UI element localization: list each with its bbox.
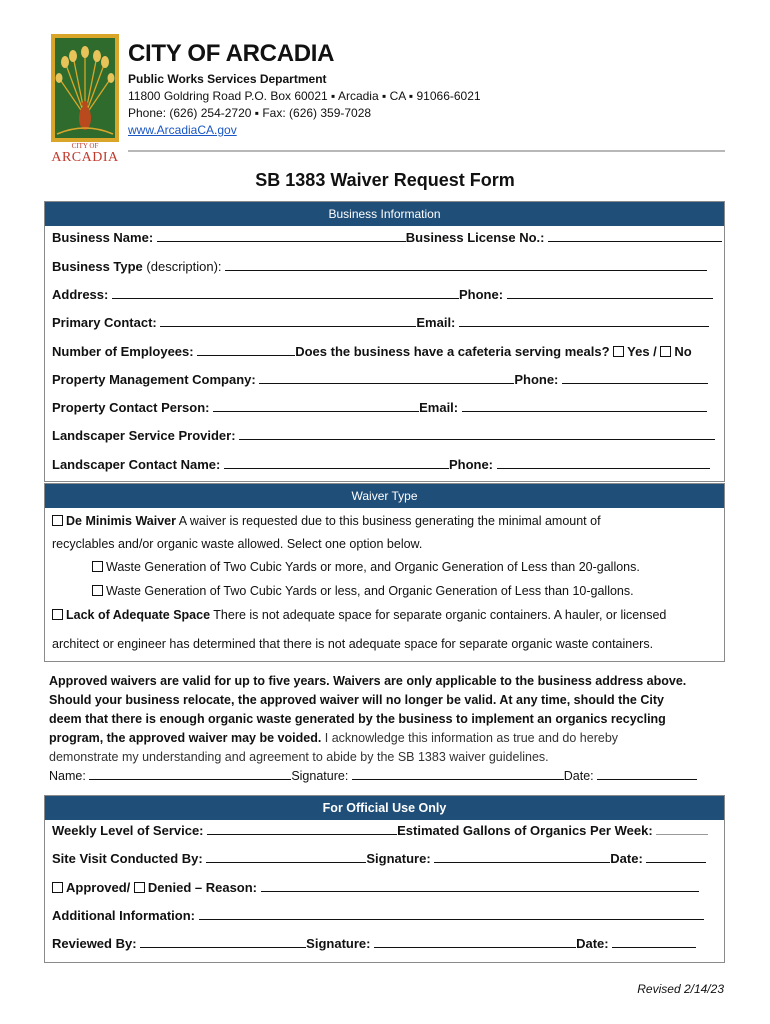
notice-line-1: Approved waivers are valid for up to five years. Waivers are only applicable to the business address above.: [49, 674, 687, 688]
date-label: Date:: [563, 769, 594, 783]
option-1-text: Waste Generation of Two Cubic Yards or more, and Organic Generation of Less than 20-gallons.: [106, 560, 640, 574]
logo-text-top: CITY OF: [71, 142, 99, 150]
property-email-field[interactable]: [462, 400, 707, 412]
de-minimis-checkbox[interactable]: [52, 515, 63, 526]
address-field[interactable]: [112, 287, 459, 299]
email-field[interactable]: [459, 315, 709, 327]
address-label: Address:: [52, 287, 109, 302]
reviewed-row: [52, 936, 696, 951]
signature-label: Signature:: [291, 769, 349, 783]
denied-checkbox[interactable]: [134, 882, 145, 893]
signature-row: [49, 767, 729, 786]
reviewed-label: Reviewed By:: [52, 936, 137, 951]
option-2-checkbox[interactable]: [92, 585, 103, 596]
no-label: No: [674, 344, 692, 359]
business-type-label: Business Type: [52, 259, 143, 274]
gallons-label: Estimated Gallons of Organics Per Week:: [397, 823, 653, 838]
de-minimis-row: [52, 514, 601, 528]
gallons-field[interactable]: [656, 823, 708, 835]
phone-fax: Phone: (626) 254-2720 ▪ Fax: (626) 359-7028: [128, 106, 372, 120]
lack-space-row: [52, 608, 666, 622]
name-field[interactable]: [89, 768, 291, 780]
website-link[interactable]: www.ArcadiaCA.gov: [128, 123, 237, 137]
license-field[interactable]: [548, 230, 722, 242]
landscaper-contact-row: [52, 457, 710, 472]
employees-field[interactable]: [197, 344, 295, 356]
employees-row: [52, 344, 692, 359]
primary-contact-label: Primary Contact:: [52, 315, 157, 330]
form-title: SB 1383 Waiver Request Form: [255, 170, 515, 190]
address: 11800 Goldring Road P.O. Box 60021 ▪ Arcadia ▪ CA ▪ 91066-6021: [128, 89, 481, 103]
site-visit-row: [52, 851, 706, 866]
official-signature-label: Signature:: [366, 851, 431, 866]
phone-label: Phone:: [458, 287, 504, 302]
business-info-header: Business Information: [45, 202, 724, 226]
lack-space-text: There is not adequate space for separate organic containers. A hauler, or licensed: [210, 608, 667, 622]
license-label: Business License No.:: [405, 230, 545, 245]
property-company-row: [52, 372, 708, 387]
name-label: Name:: [49, 769, 86, 783]
official-signature-field[interactable]: [434, 851, 610, 863]
weekly-label: Weekly Level of Service:: [52, 823, 204, 838]
landscaper-label: Landscaper Service Provider:: [52, 428, 236, 443]
email-label: Email:: [416, 315, 456, 330]
lack-space-text-cont: architect or engineer has determined that there is not adequate space for separate organic waste containers.: [52, 637, 654, 651]
business-type-row: [52, 259, 707, 274]
de-minimis-label: De Minimis Waiver: [66, 514, 176, 528]
business-name-row: [52, 230, 722, 245]
approval-row: [52, 880, 699, 895]
property-contact-label: Property Contact Person:: [52, 400, 210, 415]
primary-contact-field[interactable]: [160, 315, 416, 327]
official-date-label: Date:: [610, 851, 643, 866]
logo-text-bottom: ARCADIA: [51, 150, 119, 165]
reviewed-signature-field[interactable]: [374, 936, 576, 948]
approval-notice: [49, 672, 729, 786]
date-field[interactable]: [597, 768, 697, 780]
waiver-type-header: Waiver Type: [45, 484, 724, 508]
de-minimis-text-cont: recyclables and/or organic waste allowed. Select one option below.: [52, 537, 423, 551]
landscaper-contact-label: Landscaper Contact Name:: [52, 457, 221, 472]
option-1-checkbox[interactable]: [92, 561, 103, 572]
additional-info-field[interactable]: [199, 908, 704, 920]
property-email-label: Email:: [419, 400, 459, 415]
landscaper-phone-field[interactable]: [497, 457, 710, 469]
notice-line-5: demonstrate my understanding and agreement to abide by the SB 1383 waiver guidelines.: [49, 750, 549, 764]
reviewed-signature-label: Signature:: [306, 936, 371, 951]
notice-line-2: Should your business relocate, the approved waiver will no longer be valid. At any time, should the City: [49, 693, 664, 707]
notice-line-4-bold: program, the approved waiver may be voided.: [49, 731, 322, 745]
yes-label: Yes /: [627, 344, 657, 359]
lack-space-label: Lack of Adequate Space: [66, 608, 211, 622]
reviewed-date-label: Date:: [576, 936, 609, 951]
notice-line-3: deem that there is enough organic waste generated by the business to implement an organics recycling: [49, 712, 666, 726]
site-visit-label: Site Visit Conducted By:: [52, 851, 203, 866]
org-title: CITY OF ARCADIA: [128, 40, 335, 67]
official-date-field[interactable]: [646, 851, 706, 863]
option-2-text: Waste Generation of Two Cubic Yards or less, and Organic Generation of Less than 10-gallons.: [106, 584, 634, 598]
property-contact-field[interactable]: [213, 400, 419, 412]
landscaper-field[interactable]: [239, 428, 715, 440]
site-visit-field[interactable]: [206, 851, 366, 863]
employees-label: Number of Employees:: [52, 344, 194, 359]
phone-field[interactable]: [507, 287, 713, 299]
cafeteria-question: Does the business have a cafeteria serving meals?: [295, 344, 610, 359]
landscaper-phone-label: Phone:: [448, 457, 494, 472]
denied-label: Denied – Reason:: [147, 880, 258, 895]
business-type-field[interactable]: [225, 259, 707, 271]
property-company-field[interactable]: [259, 372, 514, 384]
signature-field[interactable]: [352, 768, 564, 780]
property-phone-field[interactable]: [562, 372, 708, 384]
header-divider: [128, 150, 725, 152]
business-type-hint: (description):: [142, 259, 222, 274]
yes-checkbox[interactable]: [613, 346, 624, 357]
approved-label: Approved/: [66, 880, 131, 895]
property-company-label: Property Management Company:: [52, 372, 256, 387]
revised-date: Revised 2/14/23: [637, 982, 724, 996]
business-name-field[interactable]: [157, 230, 406, 242]
weekly-field[interactable]: [207, 823, 397, 835]
no-checkbox[interactable]: [660, 346, 671, 357]
denied-reason-field[interactable]: [261, 880, 699, 892]
de-minimis-text: A waiver is requested due to this business generating the minimal amount of: [176, 514, 601, 528]
reviewed-date-field[interactable]: [612, 936, 696, 948]
weekly-row: [52, 823, 708, 838]
option-1-row: [92, 560, 640, 574]
additional-info-label: Additional Information:: [52, 908, 195, 923]
primary-contact-row: [52, 315, 709, 330]
official-use-header: For Official Use Only: [45, 796, 724, 820]
property-phone-label: Phone:: [514, 372, 559, 387]
lack-space-checkbox[interactable]: [52, 609, 63, 620]
approved-checkbox[interactable]: [52, 882, 63, 893]
city-logo: [51, 34, 119, 166]
business-name-label: Business Name:: [52, 230, 154, 245]
department: Public Works Services Department: [128, 72, 327, 86]
additional-info-row: [52, 908, 704, 923]
property-contact-row: [52, 400, 707, 415]
landscaper-row: [52, 428, 715, 443]
reviewed-field[interactable]: [140, 936, 306, 948]
address-row: [52, 287, 713, 302]
option-2-row: [92, 584, 634, 598]
notice-line-4-rest: I acknowledge this information as true and do hereby: [321, 731, 619, 745]
landscaper-contact-field[interactable]: [224, 457, 449, 469]
